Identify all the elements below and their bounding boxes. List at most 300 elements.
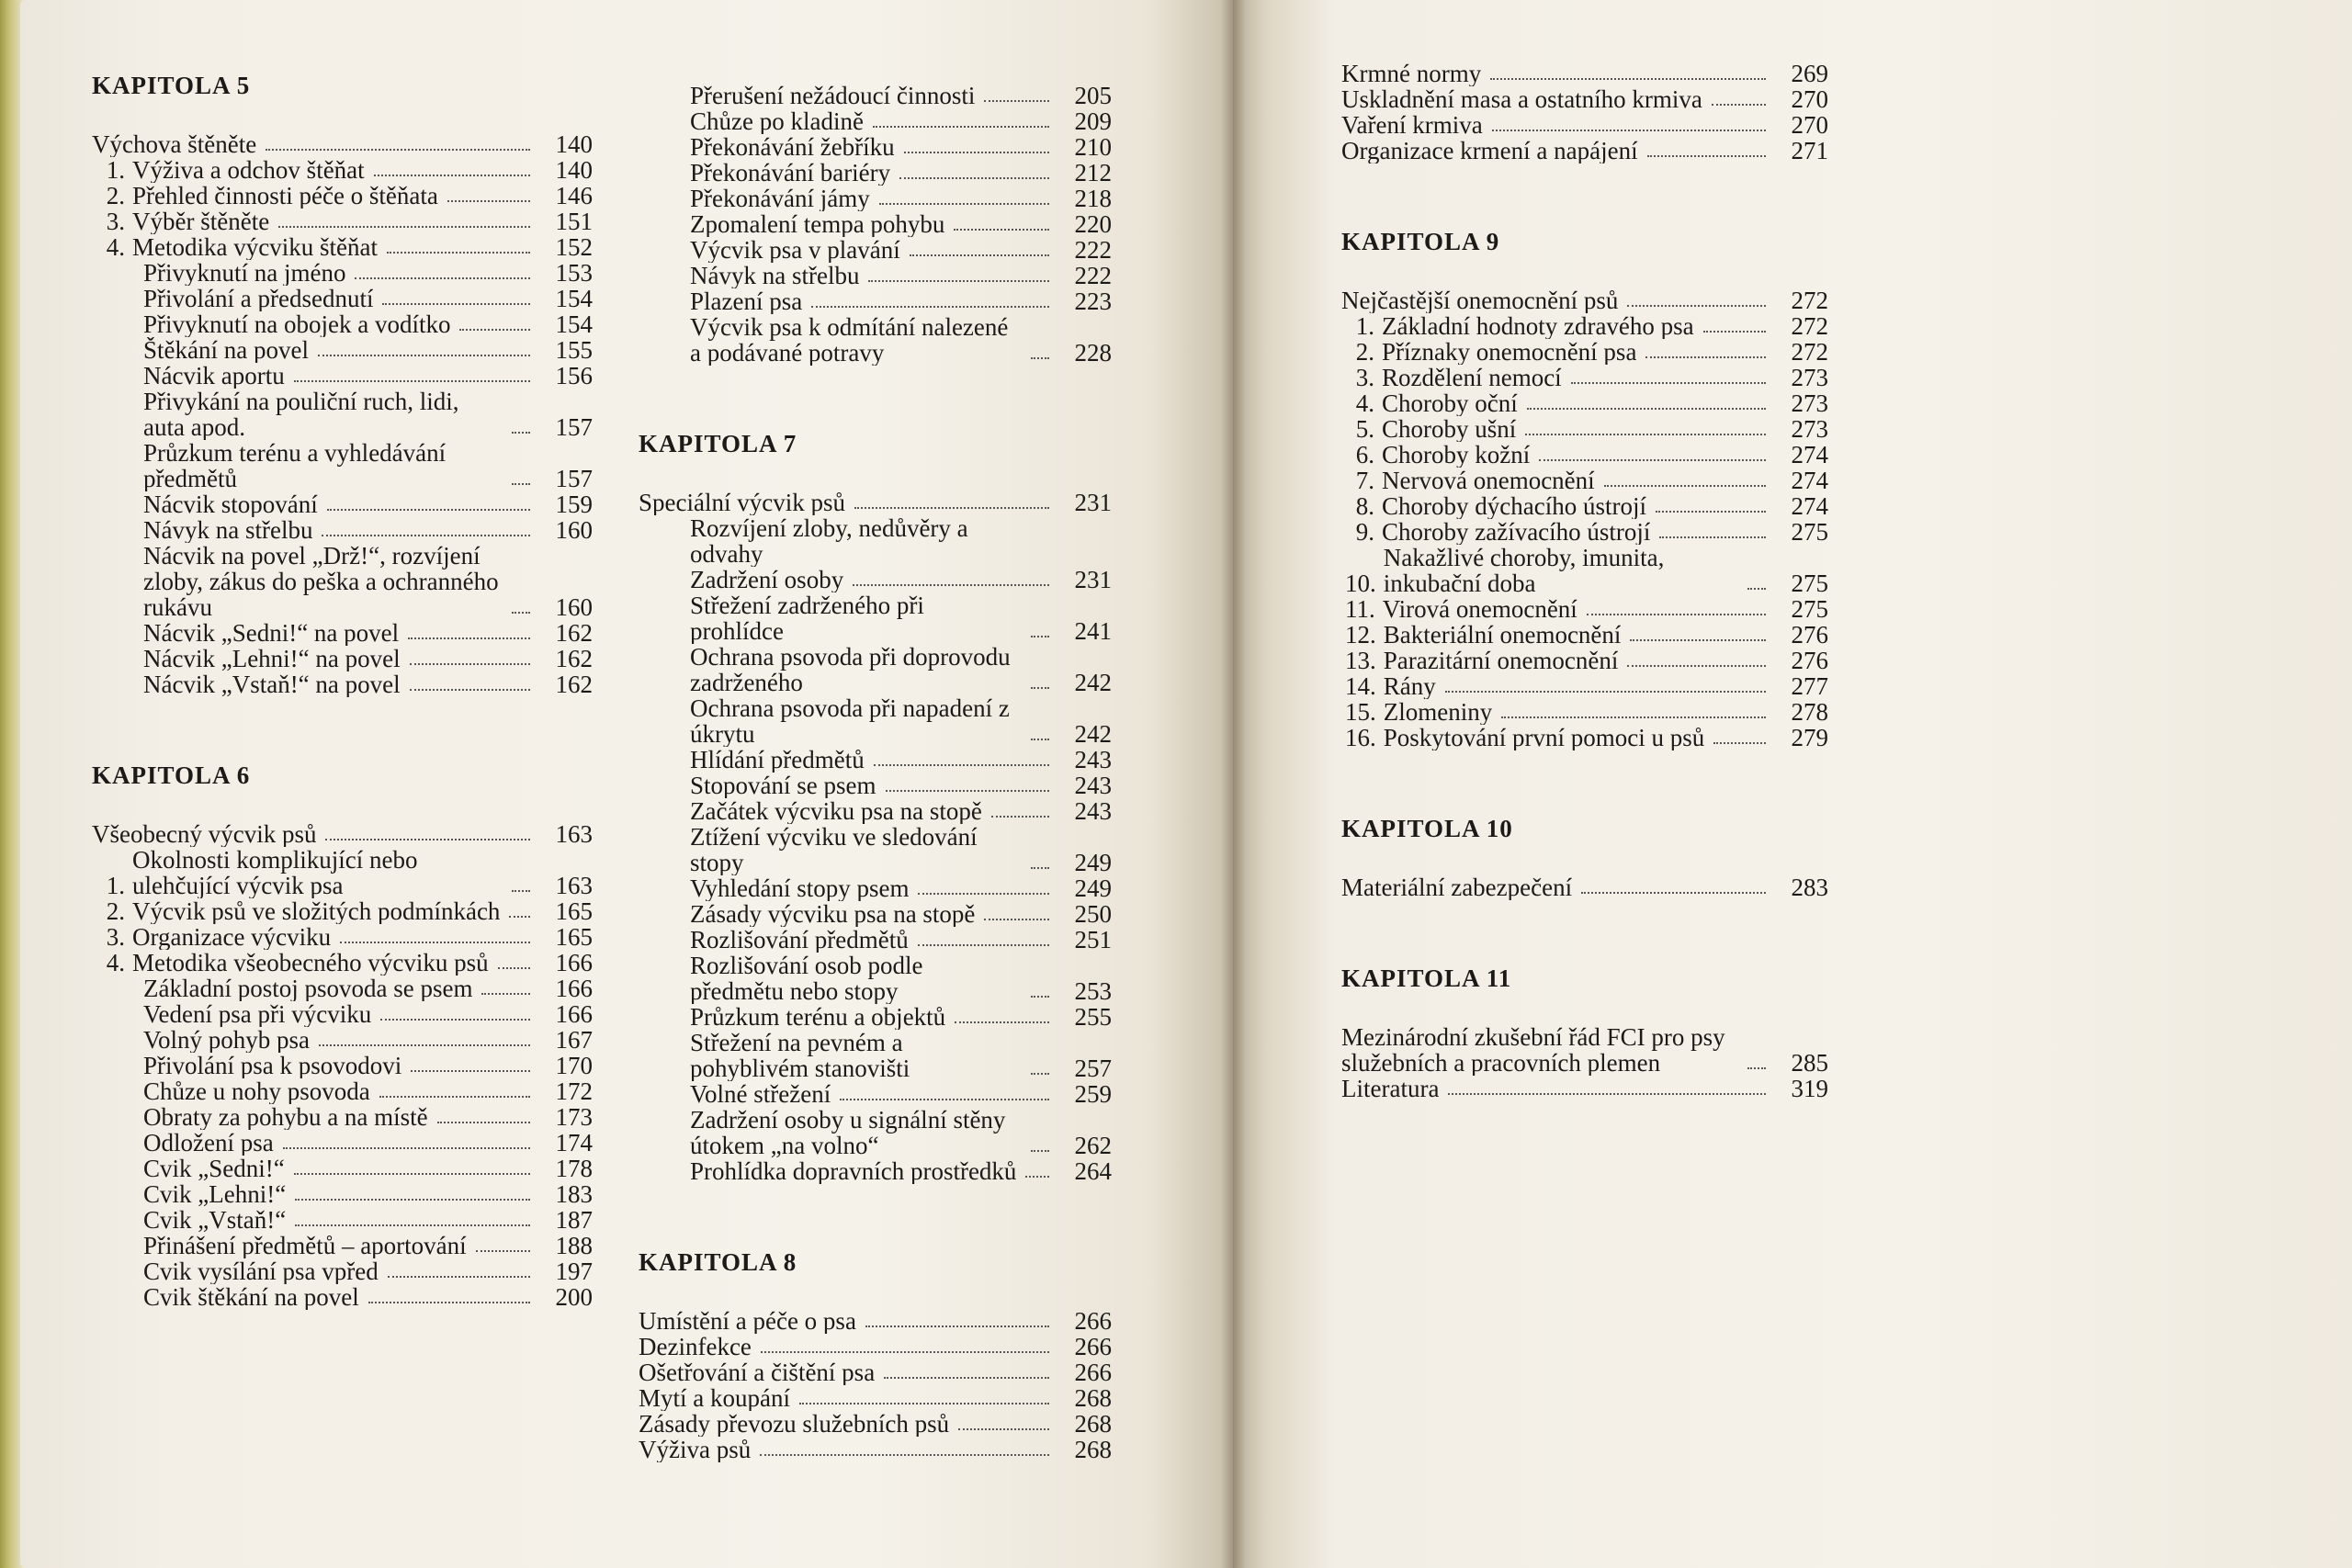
toc-entry-title: Štěkání na povel (143, 337, 309, 363)
toc-entry-page: 269 (1791, 60, 1828, 87)
dot-leader (388, 1276, 530, 1278)
toc-entry (92, 950, 593, 976)
dot-leader (1630, 639, 1766, 641)
toc-entry (92, 847, 593, 898)
toc-entry (639, 927, 1112, 953)
toc-entry-title: Bakteriální onemocnění (1383, 622, 1622, 648)
toc-entry-title: Zásady výcviku psa na stopě (690, 901, 976, 927)
toc-entry-page: 231 (1074, 566, 1112, 593)
toc-entry (92, 183, 593, 209)
toc-entry-title: Nácvik „Sedni!“ na povel (143, 620, 400, 646)
toc-entry (92, 1284, 593, 1310)
toc-entry-title: Rozlišování osob podle předmětu nebo stopy (690, 953, 923, 1004)
toc-entry-page: 259 (1074, 1080, 1112, 1108)
chapter-heading: KAPITOLA 8 (639, 1248, 797, 1276)
toc-entry-page: 156 (555, 362, 593, 389)
dot-leader (410, 689, 530, 691)
chapter-heading: KAPITOLA 11 (1341, 964, 1512, 992)
toc-entry-list (1341, 1024, 1828, 1101)
toc-entry-title: Přivyknutí na obojek a vodítko (143, 311, 451, 337)
toc-entry-title: Překonávání bariéry (690, 160, 891, 186)
toc-entry (639, 83, 1112, 108)
toc-entry-title: Nácvik aportu (143, 363, 285, 389)
toc-block (1341, 815, 1828, 900)
toc-entry (639, 288, 1112, 314)
dot-leader (1712, 104, 1766, 106)
dot-leader (840, 1099, 1049, 1100)
toc-entry-title: Základní hodnoty zdravého psa (1382, 313, 1694, 339)
toc-entry (1341, 596, 1828, 622)
dot-leader (283, 1147, 530, 1149)
toc-entry (639, 875, 1112, 901)
dot-leader (1031, 867, 1049, 869)
toc-entry-number: 1. (1355, 312, 1374, 340)
toc-entry-title: Literatura (1341, 1076, 1440, 1101)
toc-entry-title: Odložení psa (143, 1130, 274, 1156)
toc-entry-title: Dezinfekce (639, 1334, 752, 1359)
toc-entry-number: 4. (106, 949, 125, 976)
toc-entry-title: Cvik vysílání psa vpřed (143, 1258, 379, 1284)
chapter-heading: KAPITOLA 6 (92, 761, 251, 789)
dot-leader (761, 1351, 1049, 1353)
toc-entry-page: 160 (555, 516, 593, 544)
toc-entry (1341, 622, 1828, 648)
toc-entry (1341, 699, 1828, 725)
toc-entry (1341, 545, 1828, 596)
dot-leader (1445, 691, 1766, 693)
toc-entry-title: Cvik „Lehni!“ (143, 1181, 287, 1207)
toc-entry-title: Průzkum terénu a objektů (690, 1004, 946, 1030)
dot-leader (1501, 716, 1766, 718)
dot-leader (411, 1070, 530, 1072)
toc-entry-page: 153 (555, 259, 593, 287)
toc-entry-list (639, 1308, 1112, 1462)
toc-entry-list (639, 83, 1112, 366)
toc-entry-title: Překonávání jámy (690, 186, 870, 211)
toc-entry-page: 174 (555, 1129, 593, 1156)
toc-entry-title: Výživa a odchov štěňat (132, 157, 365, 183)
toc-entry (639, 515, 1112, 567)
toc-entry-page: 272 (1791, 338, 1828, 366)
toc-entry-number: 6. (1355, 441, 1374, 468)
toc-entry (92, 1053, 593, 1078)
dot-leader (886, 790, 1050, 792)
toc-entry-page: 154 (555, 310, 593, 338)
toc-entry-title: Volný pohyb psa (143, 1027, 311, 1053)
toc-entry-page: 283 (1791, 874, 1828, 901)
toc-entry-page: 272 (1791, 312, 1828, 340)
toc-entry (1341, 1024, 1828, 1076)
toc-entry (1341, 61, 1828, 86)
toc-entry-title: Choroby kožní (1382, 442, 1531, 468)
toc-entry (639, 1004, 1112, 1030)
toc-column-a (92, 72, 593, 1374)
toc-entry (1341, 86, 1828, 112)
dot-leader (380, 1019, 530, 1021)
dot-leader (760, 1454, 1049, 1456)
dot-leader (1527, 408, 1766, 410)
toc-entry (639, 186, 1112, 211)
toc-entry (92, 1156, 593, 1181)
toc-entry-page: 275 (1791, 570, 1828, 597)
toc-entry-title: Výchova štěněte (92, 131, 257, 157)
dot-leader (811, 306, 1049, 308)
toc-entry-title: Zadržení osoby u signální stěny útokem „na volno“ (690, 1107, 1006, 1158)
dot-leader (1031, 687, 1049, 689)
toc-entry (92, 924, 593, 950)
dot-leader (1645, 356, 1766, 358)
dot-leader (459, 329, 530, 331)
toc-entry-list (1341, 288, 1828, 750)
toc-entry (639, 314, 1112, 366)
toc-entry-page: 170 (555, 1052, 593, 1079)
toc-entry-title: Ochrana psovoda při napadení z úkrytu (690, 695, 1010, 747)
toc-entry-title: Přivykání na pouliční ruch, lidi, auta apod. (143, 389, 459, 440)
toc-entry-number: 1. (106, 872, 125, 899)
toc-entry-title: Stopování se psem (690, 773, 876, 798)
toc-entry-number: 5. (1355, 415, 1374, 443)
toc-entry-title: Virová onemocnění (1382, 596, 1577, 622)
toc-entry (639, 953, 1112, 1004)
toc-entry-number: 8. (1355, 492, 1374, 520)
toc-entry (92, 389, 593, 440)
toc-entry-number: 13. (1345, 647, 1376, 674)
toc-entry (92, 646, 593, 671)
toc-entry (92, 1001, 593, 1027)
toc-entry-page: 209 (1074, 107, 1112, 135)
dot-leader (512, 483, 530, 485)
toc-entry-title: Chůze po kladině (690, 108, 864, 134)
dot-leader (1031, 1073, 1049, 1075)
toc-entry-page: 257 (1074, 1055, 1112, 1082)
toc-entry (92, 543, 593, 620)
dot-leader (1587, 614, 1766, 615)
toc-entry-page: 271 (1791, 137, 1828, 164)
toc-entry (92, 311, 593, 337)
dot-leader (1031, 636, 1049, 637)
dot-leader (918, 893, 1049, 895)
toc-entry-title: Mytí a koupání (639, 1385, 790, 1411)
toc-entry-number: 2. (106, 897, 125, 925)
toc-entry-page: 242 (1074, 720, 1112, 748)
toc-block (1341, 964, 1828, 1101)
toc-entry (639, 1030, 1112, 1081)
toc-entry (639, 160, 1112, 186)
toc-entry-title: Uskladnění masa a ostatního krmiva (1341, 86, 1702, 112)
toc-entry-page: 262 (1074, 1132, 1112, 1159)
toc-entry-title: Příznaky onemocnění psa (1382, 339, 1637, 365)
dot-leader (1571, 382, 1766, 384)
toc-entry-title: Cvik štěkání na povel (143, 1284, 359, 1310)
dot-leader (1747, 1067, 1766, 1069)
toc-entry-title: Obraty za pohybu a na místě (143, 1104, 428, 1130)
dot-leader (512, 432, 530, 434)
toc-entry-page: 183 (555, 1180, 593, 1208)
toc-entry-title: Prohlídka dopravních prostředků (690, 1158, 1017, 1184)
dot-leader (318, 355, 530, 356)
toc-entry-list (639, 490, 1112, 1184)
toc-entry-page: 266 (1074, 1307, 1112, 1335)
toc-entry-page: 188 (555, 1232, 593, 1259)
toc-entry (639, 1437, 1112, 1462)
toc-entry-title: Přivolání psa k psovodovi (143, 1053, 402, 1078)
toc-entry-number: 16. (1345, 724, 1376, 751)
toc-entry (92, 898, 593, 924)
dot-leader (1492, 130, 1766, 131)
toc-block (639, 430, 1112, 1184)
toc-entry-page: 251 (1074, 926, 1112, 953)
toc-entry (92, 131, 593, 157)
toc-entry-title: Okolnosti komplikující nebo ulehčující výcvik psa (132, 847, 418, 898)
dot-leader (512, 890, 530, 892)
toc-entry-title: Zlomeniny (1383, 699, 1493, 725)
toc-entry (1341, 673, 1828, 699)
toc-entry (92, 1130, 593, 1156)
dot-leader (322, 535, 530, 536)
toc-entry (639, 1308, 1112, 1334)
toc-entry-title: Přehled činnosti péče o štěňata (132, 183, 438, 209)
toc-entry-title: Choroby oční (1382, 390, 1518, 416)
dot-leader (294, 380, 530, 382)
toc-entry (92, 620, 593, 646)
toc-entry-page: 173 (555, 1103, 593, 1131)
toc-entry (1341, 442, 1828, 468)
toc-entry (1341, 339, 1828, 365)
toc-entry-title: Nácvik „Lehni!“ na povel (143, 646, 401, 671)
toc-entry-title: Materiální zabezpečení (1341, 874, 1573, 900)
toc-entry-page: 197 (555, 1258, 593, 1285)
toc-entry-page: 249 (1074, 874, 1112, 902)
toc-entry-title: Výcvik psů ve složitých podmínkách (132, 898, 501, 924)
chapter-heading: KAPITOLA 5 (92, 72, 251, 99)
toc-block (639, 1248, 1112, 1462)
toc-entry-title: Výcvik psa k odmítání nalezené a podávané potravy (690, 314, 1009, 366)
toc-entry (92, 1233, 593, 1258)
dot-leader (955, 1021, 1049, 1023)
dot-leader (873, 126, 1049, 128)
toc-entry (92, 1207, 593, 1233)
dot-leader (295, 1224, 530, 1226)
toc-entry-title: Překonávání žebříku (690, 134, 895, 160)
toc-entry-number: 14. (1345, 672, 1376, 700)
toc-entry-page: 250 (1074, 900, 1112, 928)
toc-entry (639, 108, 1112, 134)
toc-entry (92, 209, 593, 234)
toc-entry (1341, 468, 1828, 493)
toc-entry-title: Nácvik na povel „Drž!“, rozvíjení zloby, zákus do peška a ochranného rukávu (143, 543, 499, 620)
toc-entry-page: 275 (1791, 595, 1828, 623)
toc-entry-list (1341, 874, 1828, 900)
toc-entry-page: 242 (1074, 669, 1112, 696)
toc-entry-title: Ochrana psovoda při doprovodu zadrženého (690, 644, 1011, 695)
toc-entry-title: Poskytování první pomoci u psů (1383, 725, 1705, 750)
toc-entry-page: 187 (555, 1206, 593, 1234)
toc-entry-page: 165 (555, 923, 593, 951)
toc-entry (639, 211, 1112, 237)
toc-entry-title: Nakažlivé choroby, imunita, inkubační doba (1383, 545, 1665, 596)
dot-leader (868, 280, 1049, 282)
toc-entry-title: Choroby ušní (1382, 416, 1517, 442)
toc-entry-page: 255 (1074, 1003, 1112, 1031)
toc-entry (92, 517, 593, 543)
toc-entry (1341, 112, 1828, 138)
toc-entry (639, 1411, 1112, 1437)
dot-leader (481, 993, 530, 995)
toc-entry (639, 773, 1112, 798)
toc-entry (639, 695, 1112, 747)
toc-entry-page: 270 (1791, 111, 1828, 139)
dot-leader (991, 816, 1049, 818)
toc-entry-page: 166 (555, 975, 593, 1002)
toc-entry-page: 272 (1791, 287, 1828, 314)
dot-leader (984, 100, 1049, 102)
dot-leader (410, 663, 530, 665)
toc-entry-number: 4. (1355, 389, 1374, 417)
toc-entry-title: Ztížení výcviku ve sledování stopy (690, 824, 978, 875)
toc-entry-page: 162 (555, 619, 593, 647)
toc-entry-number: 15. (1345, 698, 1376, 726)
toc-entry-page: 152 (555, 233, 593, 261)
toc-entry-number: 4. (106, 233, 125, 261)
toc-entry-number: 10. (1345, 570, 1376, 597)
toc-entry-page: 273 (1791, 364, 1828, 391)
toc-entry-title: Průzkum terénu a vyhledávání předmětů (143, 440, 447, 491)
toc-entry-number: 1. (106, 156, 125, 184)
toc-entry-title: Cvik „Vstaň!“ (143, 1207, 287, 1233)
toc-entry-page: 264 (1074, 1157, 1112, 1185)
toc-entry-page: 276 (1791, 621, 1828, 649)
toc-column-c (1341, 61, 1828, 1166)
toc-entry-page: 268 (1074, 1410, 1112, 1438)
toc-entry-page: 222 (1074, 262, 1112, 289)
dot-leader (325, 839, 530, 840)
toc-entry-title: Volné střežení (690, 1081, 831, 1107)
toc-entry-number: 11. (1345, 595, 1375, 623)
dot-leader (1713, 742, 1766, 744)
dot-leader (1025, 1176, 1049, 1178)
toc-entry-page: 274 (1791, 441, 1828, 468)
dot-leader (1703, 331, 1766, 333)
toc-column-b (639, 83, 1112, 1527)
dot-leader (1747, 588, 1766, 590)
toc-entry-title: Metodika všeobecného výcviku psů (132, 950, 489, 976)
toc-entry-title: Výběr štěněte (132, 209, 270, 234)
toc-entry-title: Umístění a péče o psa (639, 1308, 856, 1334)
toc-entry (639, 1385, 1112, 1411)
toc-entry (639, 237, 1112, 263)
toc-entry-page: 166 (555, 949, 593, 976)
dot-leader (374, 175, 530, 176)
dot-leader (1656, 511, 1766, 513)
toc-entry-title: Nácvik „Vstaň!“ na povel (143, 671, 401, 697)
dot-leader (437, 1122, 530, 1123)
dot-leader (512, 612, 530, 614)
toc-entry (92, 671, 593, 697)
toc-block (639, 83, 1112, 366)
toc-entry-page: 223 (1074, 288, 1112, 315)
toc-entry-title: Metodika výcviku štěňat (132, 234, 378, 260)
dot-leader (958, 1428, 1049, 1430)
toc-entry (1341, 288, 1828, 313)
toc-entry-list (92, 131, 593, 697)
dot-leader (382, 303, 530, 305)
toc-entry-page: 167 (555, 1026, 593, 1054)
toc-entry (92, 821, 593, 847)
toc-entry-number: 3. (106, 923, 125, 951)
dot-leader (954, 229, 1049, 231)
toc-entry (92, 976, 593, 1001)
toc-entry-page: 210 (1074, 133, 1112, 161)
toc-entry (639, 798, 1112, 824)
toc-entry-list (1341, 61, 1828, 164)
toc-entry-page: 151 (555, 208, 593, 235)
toc-entry-title: Zásady převozu služebních psů (639, 1411, 950, 1437)
toc-entry-title: Střežení zadrženého při prohlídce (690, 592, 924, 644)
dot-leader (447, 200, 530, 202)
toc-entry-page: 157 (555, 465, 593, 492)
dot-leader (266, 149, 530, 151)
toc-entry-title: Chůze u nohy psovoda (143, 1078, 370, 1104)
toc-entry (639, 1359, 1112, 1385)
toc-entry-page: 212 (1074, 159, 1112, 186)
toc-entry (639, 263, 1112, 288)
toc-entry (92, 491, 593, 517)
toc-entry (92, 1104, 593, 1130)
toc-entry-page: 140 (555, 156, 593, 184)
toc-entry (639, 824, 1112, 875)
dot-leader (1525, 434, 1766, 435)
toc-entry-title: Hlídání předmětů (690, 747, 865, 773)
toc-entry-number: 12. (1345, 621, 1376, 649)
toc-entry-number: 2. (106, 182, 125, 209)
toc-entry-title: Nejčastější onemocnění psů (1341, 288, 1619, 313)
toc-entry (639, 1081, 1112, 1107)
toc-entry (639, 747, 1112, 773)
toc-entry (1341, 313, 1828, 339)
toc-entry-page: 273 (1791, 389, 1828, 417)
chapter-heading: KAPITOLA 10 (1341, 815, 1513, 842)
dot-leader (899, 177, 1049, 179)
toc-entry (92, 440, 593, 491)
dot-leader (884, 1377, 1049, 1379)
toc-entry (92, 363, 593, 389)
toc-entry-title: Výcvik psa v plavání (690, 237, 900, 263)
toc-entry-page: 146 (555, 182, 593, 209)
dot-leader (1448, 1093, 1766, 1095)
toc-entry-page: 166 (555, 1000, 593, 1028)
dot-leader (904, 152, 1049, 153)
toc-entry-page: 205 (1074, 82, 1112, 109)
toc-entry (639, 1334, 1112, 1359)
chapter-heading: KAPITOLA 9 (1341, 228, 1500, 255)
dot-leader (865, 1325, 1049, 1327)
toc-entry-page: 243 (1074, 772, 1112, 799)
toc-entry-title: Parazitární onemocnění (1383, 648, 1619, 673)
dot-leader (984, 919, 1049, 920)
dot-leader (853, 584, 1049, 586)
toc-entry-page: 276 (1791, 647, 1828, 674)
toc-entry (92, 157, 593, 183)
toc-entry-page: 228 (1074, 339, 1112, 367)
toc-entry-title: Plazení psa (690, 288, 803, 314)
toc-block (1341, 61, 1828, 164)
dot-leader (1031, 357, 1049, 359)
dot-leader (408, 637, 530, 639)
toc-entry (1341, 725, 1828, 750)
dot-leader (799, 1403, 1049, 1404)
toc-entry-title: Všeobecný výcvik psů (92, 821, 317, 847)
dot-leader (278, 226, 530, 228)
